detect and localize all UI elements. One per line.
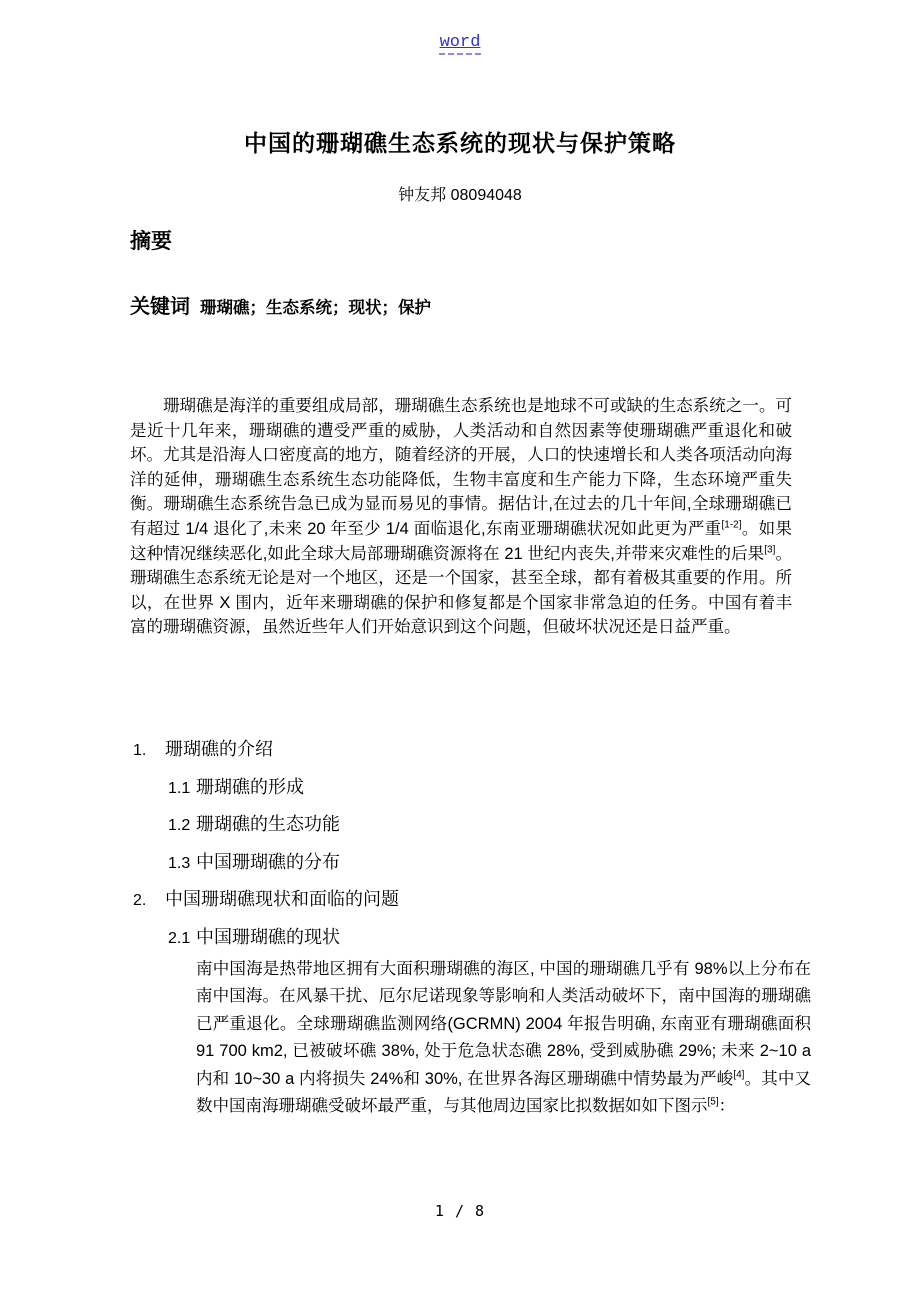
section21-segment-2: 。其中又数中国南海珊瑚礁受破坏最严重，与其他周边国家比拟数据如如下图示 [196, 1069, 812, 1116]
page-header [0, 33, 920, 52]
outline-label: 中国珊瑚礁的现状 [196, 926, 340, 947]
citation-ref-4: [4] [733, 1069, 745, 1081]
outline-item-1-2 [130, 813, 792, 837]
section21-segment-1: 南中国海是热带地区拥有大面积珊瑚礁的海区, 中国的珊瑚礁几乎有 98%以上分布在南中国海。在风暴干扰、厄尔尼诺现象等影响和人类活动破坏下，南中国海的珊瑚礁已严重退化。全球珊瑚礁监测网络(GCRMN) 2004 年报告明确, 东南亚有珊瑚礁面积 91 700 km2, 已被破坏礁 38%, 处于危急状态礁 28%, 受到威胁礁 29%; 未来 2~10 a 内和 10~30 a 内将损失 24%和 30%, 在世界各海区珊瑚礁中情势最为严峻 [196, 960, 811, 1088]
intro-segment-2: 。如果这种情况继续恶化,如此全球大局部珊瑚礁资源将在 21 世纪内丧失,并带来灾难性的后果 [130, 519, 792, 563]
outline-number: 2.1 [168, 929, 191, 947]
outline-number: 1.3 [168, 854, 191, 872]
outline-item-1 [130, 738, 792, 762]
section21-segment-3: ： [718, 1097, 736, 1116]
outline-label: 珊瑚礁的形成 [196, 776, 304, 797]
outline-item-1-3 [130, 851, 792, 875]
outline-item-1-1 [130, 776, 792, 800]
outline-number: 2. [133, 892, 147, 909]
outline-item-2-1 [130, 926, 792, 950]
intro-segment-3: 。珊瑚礁生态系统无论是对一个地区，还是一个国家，甚至全球，都有着极其重要的作用。所以，在世界 X 围内，近年来珊瑚礁的保护和修复都是个国家非常急迫的任务。中国有着丰富的珊瑚礁资源，虽然近些年人们开始意识到这个问题，但破坏状况还是日益严重。 [130, 544, 792, 637]
outline-label: 中国珊瑚礁现状和面临的问题 [165, 889, 399, 909]
citation-ref-1-2: [1-2] [721, 519, 742, 531]
outline-label: 中国珊瑚礁的分布 [196, 851, 340, 872]
outline-item-2 [130, 888, 792, 912]
document-title: 中国的珊瑚礁生态系统的现状与保护策略 [244, 130, 676, 156]
keywords-text: 珊瑚礁；生态系统；现状；保护 [200, 299, 431, 317]
keywords-label: 关键词 [130, 296, 190, 318]
author-line: 钟友邦 08094048 [398, 187, 522, 204]
intro-paragraph [130, 394, 792, 640]
page-number: 1 / 8 [434, 1202, 486, 1220]
keywords-line [130, 290, 431, 319]
outline-list [130, 738, 792, 963]
outline-label: 珊瑚礁的生态功能 [196, 814, 340, 834]
intro-segment-1: 珊瑚礁是海洋的重要组成局部，珊瑚礁生态系统也是地球不可或缺的生态系统之一。可是近十几年来，珊瑚礁的遭受严重的威胁，人类活动和自然因素等使珊瑚礁严重退化和破坏。尤其是沿海人口密度高的地方，随着经济的开展，人口的快速增长和人类各项活动向海洋的延伸，珊瑚礁生态系统生态功能降低，生物丰富度和生产能力下降，生态环境严重失衡。珊瑚礁生态系统告急已成为显而易见的事情。据估计,在过去的几十年间,全球珊瑚礁已有超过 1/4 退化了,未来 20 年至少 1/4 面临退化,东南亚珊瑚礁状况如此更为严重 [130, 397, 792, 538]
outline-number: 1. [133, 742, 147, 759]
citation-ref-3: [3] [764, 544, 776, 556]
word-link[interactable]: word [439, 33, 482, 55]
outline-label: 珊瑚礁的介绍 [165, 739, 273, 759]
outline-number: 1.1 [168, 779, 191, 797]
citation-ref-5: [5] [707, 1096, 719, 1108]
outline-number: 1.2 [168, 817, 191, 834]
section-2-1-paragraph [196, 956, 811, 1120]
abstract-heading: 摘要 [130, 230, 172, 253]
